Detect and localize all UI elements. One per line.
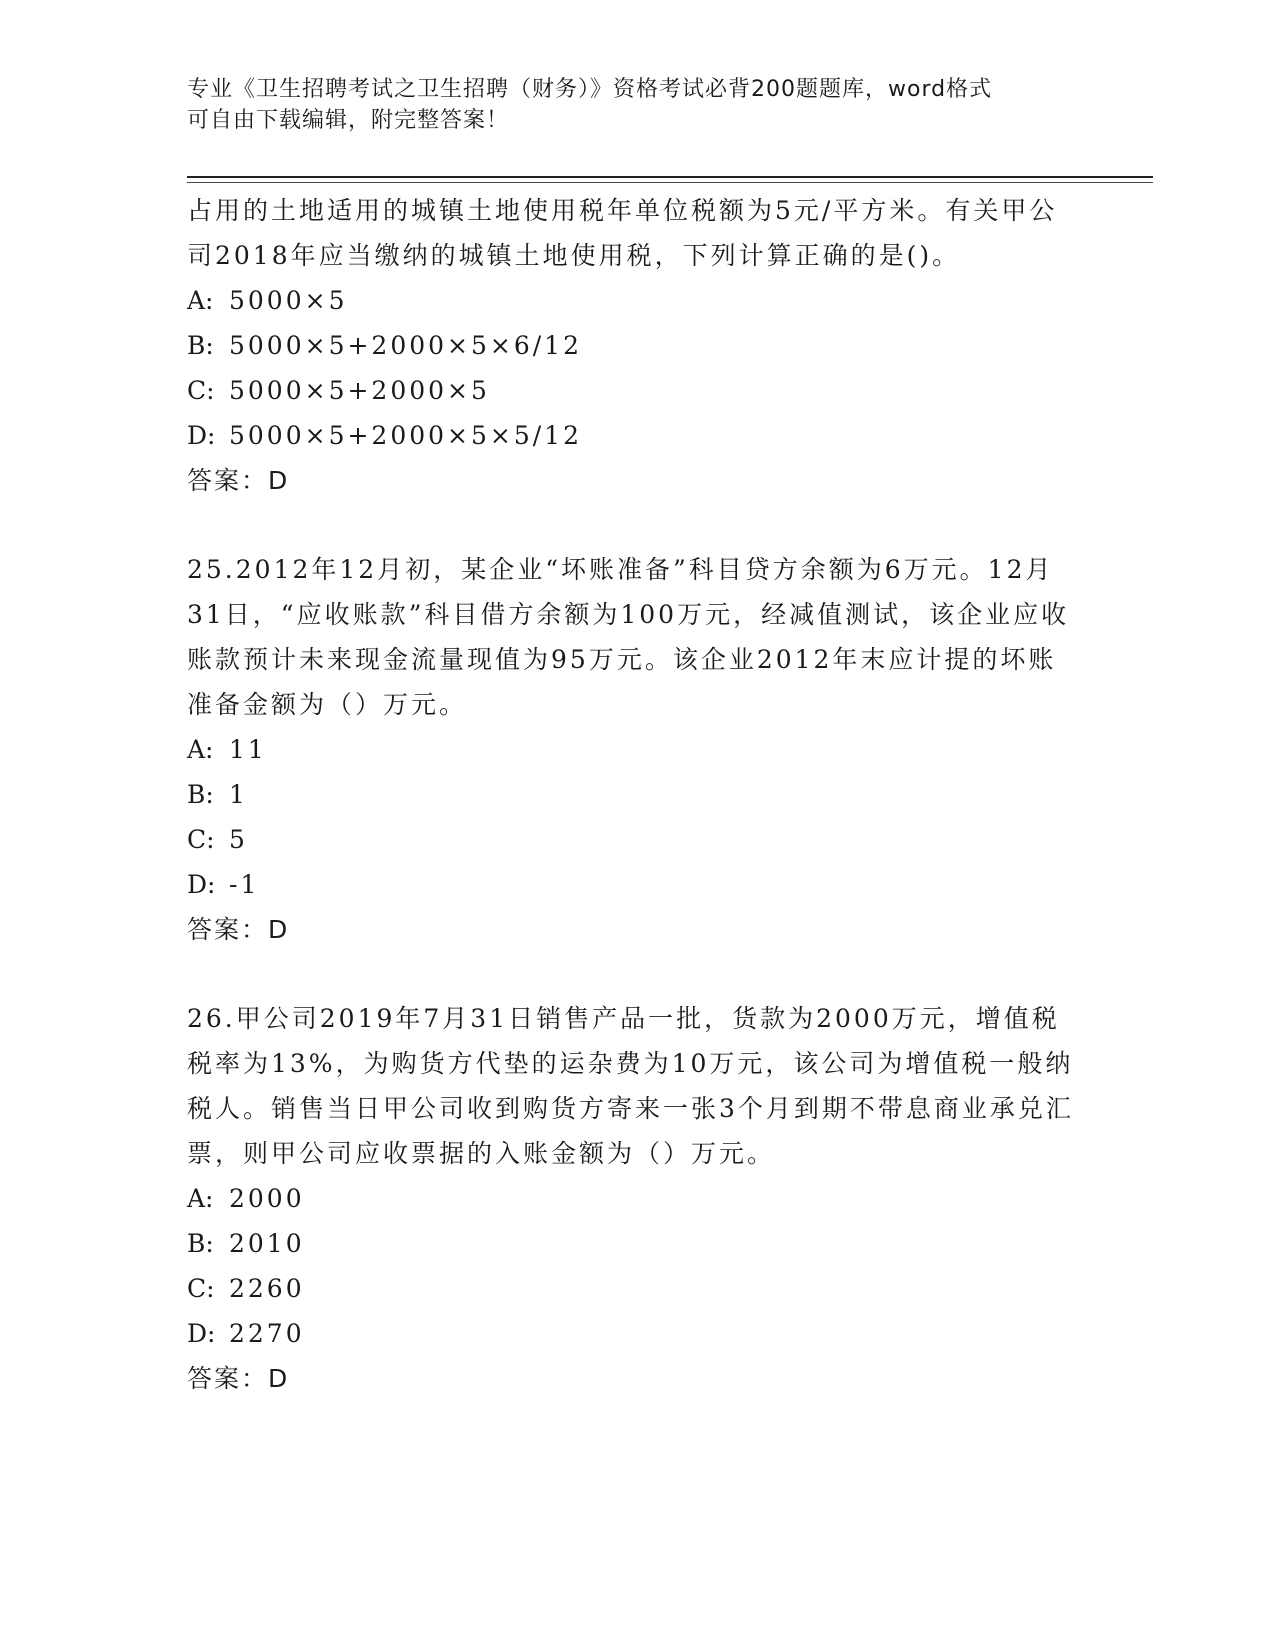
option-text: 2010 [229,1229,305,1258]
option-key: B: [187,331,214,360]
option-b [187,1221,1077,1266]
option-key: A: [187,1184,214,1213]
option-text: 2260 [229,1274,305,1303]
question-stem: 占用的土地适用的城镇土地使用税年单位税额为5元/平方米。有关甲公司2018年应当缴纳的城镇土地使用税，下列计算正确的是()。 [187,196,1058,270]
question-25 [187,547,1077,952]
option-a [187,278,1077,323]
question-spacer [187,503,1077,547]
option-d [187,413,1077,458]
option-text: 5000×5 [229,286,348,315]
option-key: C: [187,825,215,854]
option-key: A: [187,735,214,764]
option-key: A: [187,286,214,315]
answer-line: 答案：D [187,1364,290,1393]
header-divider-thin [187,182,1153,183]
option-text: 5000×5+2000×5×5/12 [229,421,582,450]
option-c [187,1266,1077,1311]
option-key: C: [187,1274,215,1303]
option-key: D: [187,1319,216,1348]
option-c [187,368,1077,413]
option-key: C: [187,376,215,405]
document-header [187,74,1067,136]
option-text: 2270 [229,1319,305,1348]
option-key: D: [187,870,216,899]
question-stem: 26.甲公司2019年7月31日销售产品一批，货款为2000万元，增值税税率为13%，为购货方代垫的运杂费为10万元，该公司为增值税一般纳税人。销售当日甲公司收到购货方寄来一张3个月到期不带息商业承兑汇票，则甲公司应收票据的入账金额为（）万元。 [187,1004,1074,1168]
header-divider-thick [187,176,1153,178]
option-text: -1 [229,870,260,899]
option-text: 2000 [229,1184,305,1213]
option-text: 5000×5+2000×5×6/12 [229,331,582,360]
option-text: 1 [229,780,248,809]
option-key: B: [187,1229,214,1258]
answer-line: 答案：D [187,466,290,495]
option-key: B: [187,780,214,809]
option-text: 5 [229,825,248,854]
answer-line: 答案：D [187,915,290,944]
option-text: 5000×5+2000×5 [229,376,490,405]
option-b [187,772,1077,817]
question-list [187,188,1077,1401]
option-d [187,862,1077,907]
header-title-line-2: 可自由下载编辑，附完整答案！ [187,108,510,133]
header-title-line-1: 专业《卫生招聘考试之卫生招聘（财务）》资格考试必背200题题库，word格式 [187,77,993,102]
option-text: 11 [229,735,267,764]
option-d [187,1311,1077,1356]
option-key: D: [187,421,216,450]
option-a [187,1176,1077,1221]
question-stem: 25.2012年12月初，某企业“坏账准备”科目贷方余额为6万元。12月31日，“应收账款”科目借方余额为100万元，经减值测试，该企业应收账款预计未来现金流量现值为95万元。该企业2012年末应计提的坏账准备金额为（）万元。 [187,555,1070,719]
question-spacer [187,952,1077,996]
option-b [187,323,1077,368]
question-24 [187,188,1077,503]
option-a [187,727,1077,772]
question-26 [187,996,1077,1401]
option-c [187,817,1077,862]
